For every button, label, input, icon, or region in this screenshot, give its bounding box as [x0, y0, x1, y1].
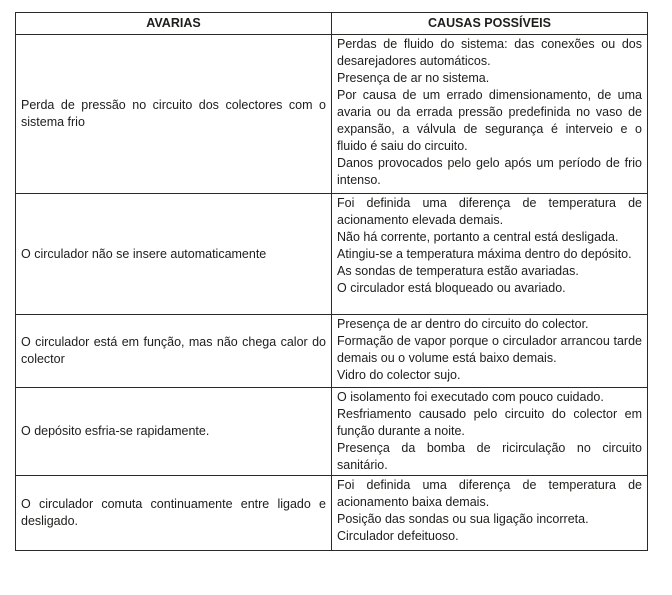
- causa-line: Não há corrente, portanto a central está desligada.: [337, 230, 619, 244]
- causa-line: Resfriamento causado pelo circuito do colector em função durante a noite.: [337, 407, 642, 438]
- causa-line: Perdas de fluido do sistema: das conexões ou dos desarejadores automáticos.: [337, 37, 642, 68]
- causa-line: Foi definida uma diferença de temperatura de acionamento baixa demais.: [337, 478, 642, 509]
- table-row: [16, 388, 648, 476]
- causas-cell: [332, 388, 648, 476]
- causa-line: Vidro do colector sujo.: [337, 368, 461, 382]
- causas-cell: [332, 35, 648, 194]
- table-row: [16, 194, 648, 315]
- causa-line: Circulador defeituoso.: [337, 529, 459, 543]
- table-body: [16, 35, 648, 551]
- causa-line: O isolamento foi executado com pouco cuidado.: [337, 390, 604, 404]
- table-row: [16, 476, 648, 551]
- causa-line: O circulador está bloqueado ou avariado.: [337, 281, 566, 295]
- causa-line: Posição das sondas ou sua ligação incorreta.: [337, 512, 589, 526]
- causa-line: Formação de vapor porque o circulador arrancou tarde demais ou o volume está baixo demais.: [337, 334, 642, 365]
- causas-cell: [332, 476, 648, 551]
- causa-line: As sondas de temperatura estão avariadas.: [337, 264, 579, 278]
- avaria-cell: Perda de pressão no circuito dos colectores com o sistema frio: [16, 35, 332, 194]
- table-header: [16, 13, 648, 35]
- causa-line: Danos provocados pelo gelo após um período de frio intenso.: [337, 156, 642, 187]
- fault-table: [15, 12, 648, 551]
- avaria-cell: O circulador não se insere automaticamente: [16, 194, 332, 315]
- header-row: [16, 13, 648, 35]
- avaria-cell: O circulador está em função, mas não chega calor do colector: [16, 315, 332, 388]
- causa-line: Presença da bomba de ricirculação no circuito sanitário.: [337, 441, 642, 472]
- causa-line: Foi definida uma diferença de temperatura de acionamento elevada demais.: [337, 196, 642, 227]
- causas-cell: [332, 194, 648, 315]
- causa-line: Presença de ar dentro do circuito do colector.: [337, 317, 589, 331]
- causa-line: Atingiu-se a temperatura máxima dentro do depósito.: [337, 247, 632, 261]
- causa-line: Presença de ar no sistema.: [337, 71, 490, 85]
- table-row: [16, 35, 648, 194]
- table-row: [16, 315, 648, 388]
- column-header-causas: CAUSAS POSSÍVEIS: [332, 13, 648, 35]
- column-header-avarias: AVARIAS: [16, 13, 332, 35]
- causas-cell: [332, 315, 648, 388]
- avaria-cell: O depósito esfria-se rapidamente.: [16, 388, 332, 476]
- causa-line: Por causa de um errado dimensionamento, de uma avaria ou da errada pressão predefinida no vaso de expansão, a válvula de segurança é interveio e o fluido é saiu do circuito.: [337, 88, 642, 153]
- avaria-cell: O circulador comuta continuamente entre ligado e desligado.: [16, 476, 332, 551]
